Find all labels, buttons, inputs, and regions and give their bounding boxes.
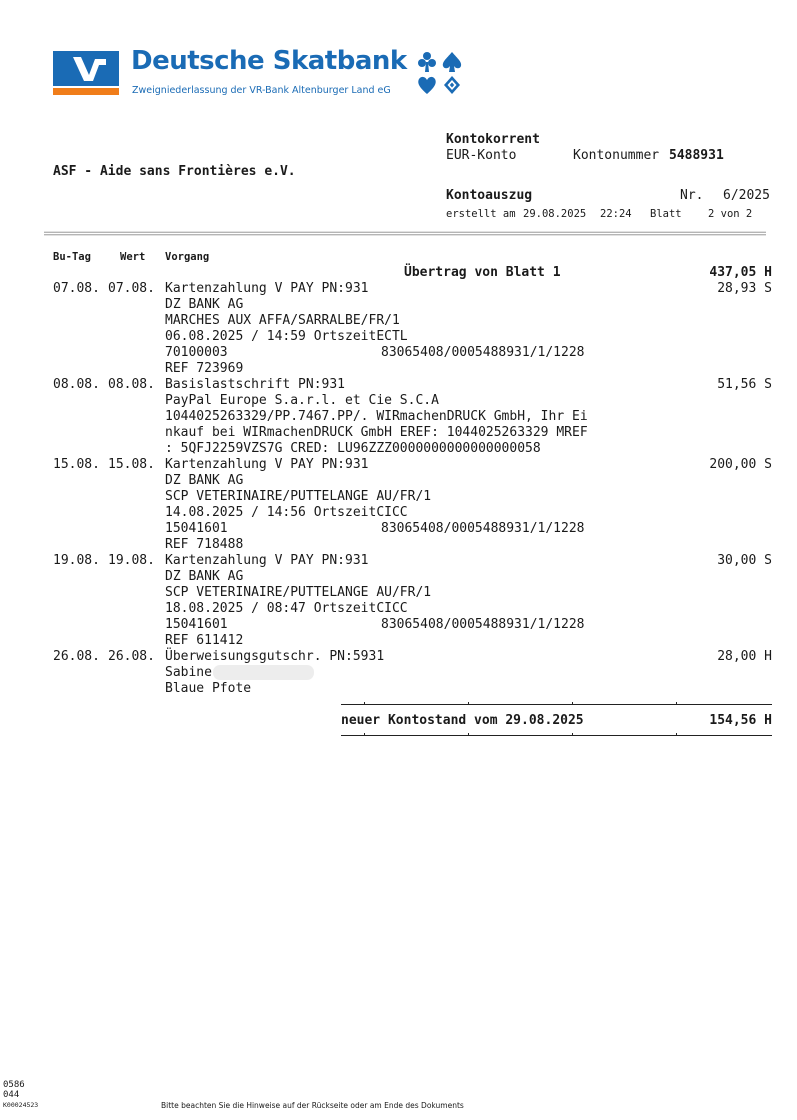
transaction-ref-left: 70100003 [165, 345, 228, 360]
transaction-text: Blaue Pfote [165, 681, 252, 696]
bank-subtitle: Zweigniederlassung der VR-Bank Altenburger Land eG [132, 85, 391, 96]
transaction-ref-left: 15041601 [165, 617, 228, 632]
rule-tick [468, 733, 469, 736]
balance-top-rule [341, 704, 772, 705]
rule-tick [572, 733, 573, 736]
booking-date: 26.08. [53, 649, 100, 664]
new-balance-amount: 154,56 H [709, 713, 772, 728]
transaction-amount: 30,00 S [717, 553, 772, 568]
footer-code: 0586 [3, 1080, 25, 1090]
transaction-text: Kartenzahlung V PAY PN:931 [165, 281, 369, 296]
transaction-text: Basislastschrift PN:931 [165, 377, 346, 392]
value-date: 26.08. [108, 649, 155, 664]
statement-nr-label: Nr. [680, 188, 704, 203]
value-date: 08.08. [108, 377, 155, 392]
transaction-text: DZ BANK AG [165, 297, 244, 312]
rule-tick [468, 702, 469, 705]
transaction-ref: REF 723969 [165, 361, 244, 376]
value-date: 15.08. [108, 457, 155, 472]
transaction-text: 18.08.2025 / 08:47 OrtszeitCICC [165, 601, 408, 616]
created-label: erstellt am [446, 208, 516, 220]
card-suits-icon [416, 50, 464, 98]
transaction-text: DZ BANK AG [165, 569, 244, 584]
created-date: 29.08.2025 [523, 208, 587, 220]
value-date: 19.08. [108, 553, 155, 568]
account-type: Kontokorrent [446, 132, 540, 147]
transaction-text: 06.08.2025 / 14:59 OrtszeitECTL [165, 329, 408, 344]
footer-codes [3, 1080, 38, 1110]
booking-date: 15.08. [53, 457, 100, 472]
transaction-ref: REF 718488 [165, 537, 244, 552]
new-balance-label: neuer Kontostand vom 29.08.2025 [341, 713, 584, 728]
transaction-text: 14.08.2025 / 14:56 OrtszeitCICC [165, 505, 408, 520]
redaction-mark [213, 665, 314, 680]
carry-over-amount: 437,05 H [709, 265, 772, 280]
rule-tick [364, 733, 365, 736]
transaction-text: Kartenzahlung V PAY PN:931 [165, 457, 369, 472]
transaction-text: Überweisungsgutschr. PN:5931 [165, 649, 385, 664]
transaction-amount: 200,00 S [709, 457, 772, 472]
booking-date: 08.08. [53, 377, 100, 392]
sheet-label: Blatt [650, 208, 682, 220]
transaction-ref-right: 83065408/0005488931/1/1228 [381, 521, 585, 536]
separator-line [44, 231, 766, 236]
transaction-ref: REF 611412 [165, 633, 244, 648]
transaction-amount: 51,56 S [717, 377, 772, 392]
carry-over-label: Übertrag von Blatt 1 [404, 265, 561, 280]
bank-name: Deutsche Skatbank [131, 46, 407, 76]
transaction-text: 1044025263329/PP.7467.PP/. WIRmachenDRUCK GmbH, Ihr Ei [165, 409, 588, 424]
transaction-text: DZ BANK AG [165, 473, 244, 488]
column-header-wert: Wert [120, 251, 146, 263]
rule-tick [676, 702, 677, 705]
sheet-number: 2 von 2 [708, 208, 753, 220]
bank-logo-icon [53, 51, 119, 95]
value-date: 07.08. [108, 281, 155, 296]
account-holder: ASF - Aide sans Frontières e.V. [53, 164, 296, 179]
statement-title: Kontoauszug [446, 188, 533, 203]
statement-nr: 6/2025 [723, 188, 770, 203]
booking-date: 07.08. [53, 281, 100, 296]
footer-note: Bitte beachten Sie die Hinweise auf der Rückseite oder am Ende des Dokuments [161, 1101, 464, 1110]
rule-tick [572, 702, 573, 705]
transaction-ref-right: 83065408/0005488931/1/1228 [381, 345, 585, 360]
transaction-ref-right: 83065408/0005488931/1/1228 [381, 617, 585, 632]
currency-label: EUR-Konto [446, 148, 517, 163]
rule-tick [364, 702, 365, 705]
account-number: 5488931 [669, 148, 724, 163]
transaction-text: : 5QFJ2259VZS7G CRED: LU96ZZZ0000000000000000058 [165, 441, 541, 456]
balance-bottom-rule [341, 735, 772, 736]
transaction-text: Sabine [165, 665, 212, 680]
footer-code: K00024523 [3, 1101, 39, 1109]
transaction-text: MARCHES AUX AFFA/SARRALBE/FR/1 [165, 313, 400, 328]
transaction-text: nkauf bei WIRmachenDRUCK GmbH EREF: 1044025263329 MREF [165, 425, 588, 440]
created-time: 22:24 [600, 208, 632, 220]
transaction-text: PayPal Europe S.a.r.l. et Cie S.C.A [165, 393, 439, 408]
column-header-vorgang: Vorgang [165, 251, 210, 263]
transaction-amount: 28,93 S [717, 281, 772, 296]
transaction-text: SCP VETERINAIRE/PUTTELANGE AU/FR/1 [165, 489, 432, 504]
booking-date: 19.08. [53, 553, 100, 568]
column-header-bu-tag: Bu-Tag [53, 251, 91, 263]
footer-code: 044 [3, 1090, 20, 1100]
transaction-amount: 28,00 H [717, 649, 772, 664]
transaction-text: Kartenzahlung V PAY PN:931 [165, 553, 369, 568]
rule-tick [676, 733, 677, 736]
transaction-text: SCP VETERINAIRE/PUTTELANGE AU/FR/1 [165, 585, 432, 600]
transaction-ref-left: 15041601 [165, 521, 228, 536]
account-number-label: Kontonummer [573, 148, 660, 163]
